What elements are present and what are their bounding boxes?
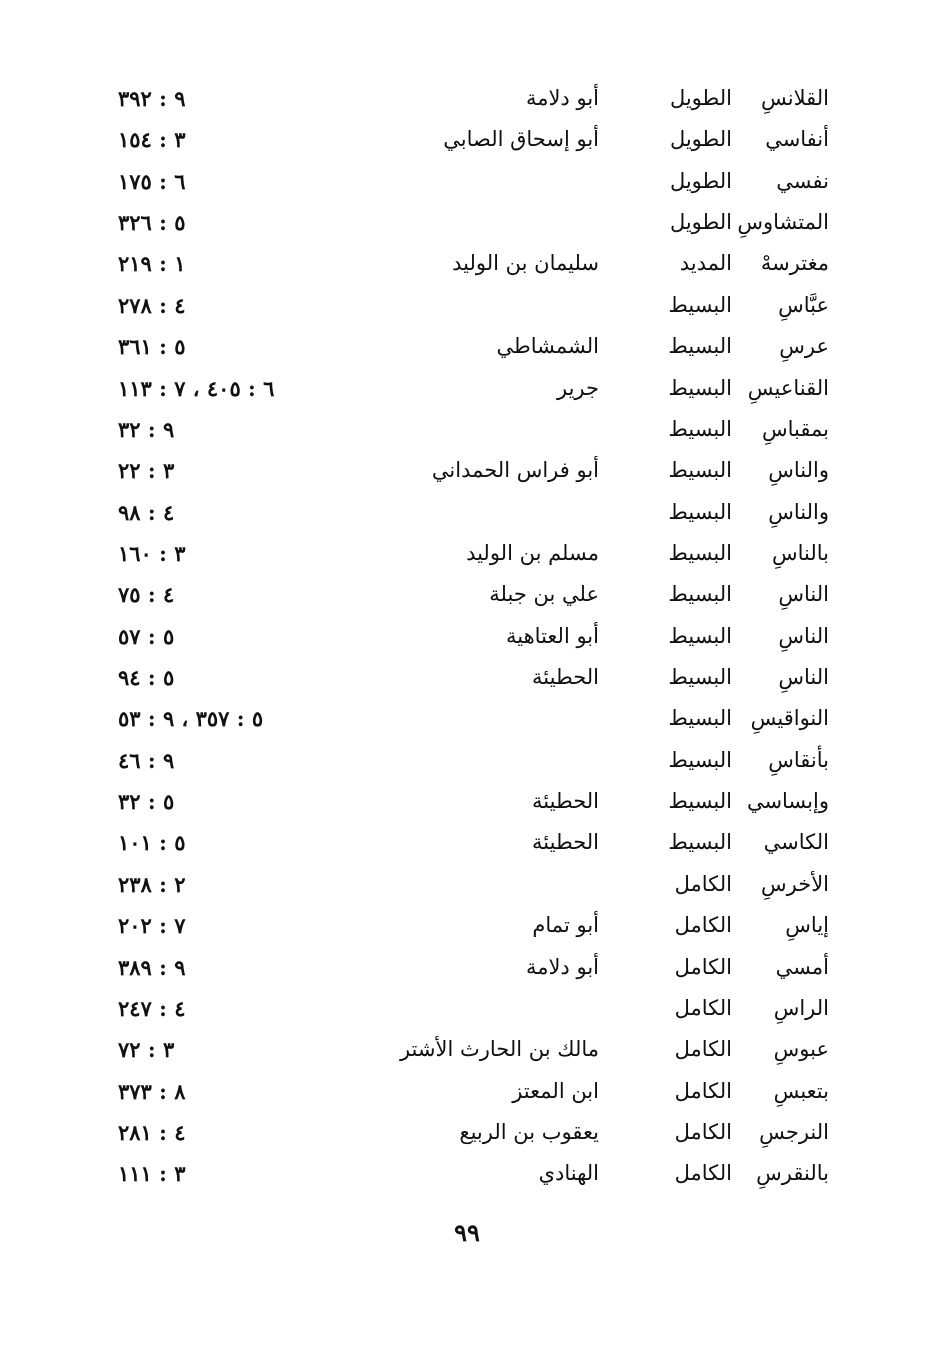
volume-page-reference: ٥ : ٣٢٦ xyxy=(118,210,186,236)
rhyme-word: النرجسِ xyxy=(759,1119,829,1144)
rhyme-word: بتعبسِ xyxy=(773,1078,829,1103)
index-row xyxy=(0,822,934,863)
meter-name: البسيط xyxy=(668,292,732,317)
volume-page-reference: ٤ : ٢٤٧ xyxy=(118,995,186,1021)
meter-name: الكامل xyxy=(674,954,732,979)
volume-page-reference: ٥ : ٥٧ xyxy=(118,623,175,649)
poet-name: ابن المعتز xyxy=(512,1078,599,1103)
index-row xyxy=(0,1029,934,1070)
rhyme-word: عبوسِ xyxy=(773,1037,829,1062)
rhyme-word: مغترسهْ xyxy=(760,251,829,276)
index-row xyxy=(0,161,934,202)
rhyme-word: الأخرسِ xyxy=(760,871,829,896)
poet-name: أبو فراس الحمداني xyxy=(431,458,599,483)
meter-name: الكامل xyxy=(674,1078,732,1103)
volume-page-reference: ٥ : ٣٦١ xyxy=(118,334,186,360)
rhyme-word: أنفاسي xyxy=(765,127,829,152)
meter-name: البسيط xyxy=(668,830,732,855)
meter-name: الكامل xyxy=(674,913,732,938)
meter-name: الكامل xyxy=(674,995,732,1020)
index-row xyxy=(0,202,934,243)
meter-name: الكامل xyxy=(674,1161,732,1186)
meter-name: البسيط xyxy=(668,623,732,648)
index-row xyxy=(0,905,934,946)
meter-name: الكامل xyxy=(674,1037,732,1062)
rhyme-word: الراسِ xyxy=(773,995,829,1020)
poet-name: الهنادي xyxy=(538,1161,599,1186)
rhyme-word: بمقباسِ xyxy=(762,416,829,441)
rhyme-index-table xyxy=(0,78,934,1195)
meter-name: الكامل xyxy=(674,1119,732,1144)
rhyme-word: القناعيسِ xyxy=(747,375,829,400)
poet-name: الحطيئة xyxy=(532,665,599,690)
rhyme-word: الناسِ xyxy=(778,582,829,607)
meter-name: البسيط xyxy=(668,540,732,565)
index-row xyxy=(0,368,934,409)
volume-page-reference: ٤ : ٧٥ xyxy=(118,582,175,608)
rhyme-word: بالناسِ xyxy=(771,540,829,565)
volume-page-reference: ٣ : ١١١ xyxy=(118,1161,186,1187)
poet-name: أبو تمام xyxy=(532,913,599,938)
volume-page-reference: ٩ : ٤٦ xyxy=(118,747,175,773)
index-row xyxy=(0,285,934,326)
meter-name: الطويل xyxy=(669,168,732,193)
rhyme-word: نفسي xyxy=(776,168,829,193)
volume-page-reference: ٤ : ٩٨ xyxy=(118,499,175,525)
meter-name: البسيط xyxy=(668,458,732,483)
poet-name: مالك بن الحارث الأشتر xyxy=(399,1037,599,1062)
index-row xyxy=(0,574,934,615)
volume-page-reference: ٥ : ٣٥٧ ، ٩ : ٥٣ xyxy=(118,706,264,732)
meter-name: الطويل xyxy=(669,210,732,235)
volume-page-reference: ٢ : ٢٣٨ xyxy=(118,871,186,897)
volume-page-reference: ٩ : ٣٢ xyxy=(118,416,175,442)
volume-page-reference: ٣ : ٢٢ xyxy=(118,458,175,484)
rhyme-word: أمسي xyxy=(775,954,829,979)
rhyme-word: القلانسِ xyxy=(760,86,829,110)
poet-name: أبو دلامة xyxy=(525,86,599,110)
volume-page-reference: ٤ : ٢٨١ xyxy=(118,1119,186,1145)
volume-page-reference: ٣ : ١٥٤ xyxy=(118,127,186,153)
volume-page-reference: ٣ : ٧٢ xyxy=(118,1037,175,1063)
rhyme-word: بأنقاسِ xyxy=(768,747,829,772)
poet-name: الحطيئة xyxy=(532,789,599,814)
poet-name: أبو إسحاق الصابي xyxy=(443,127,599,152)
rhyme-word: الناسِ xyxy=(778,623,829,648)
index-row xyxy=(0,781,934,822)
rhyme-word: إياسِ xyxy=(785,913,829,938)
page-number: ٩٩ xyxy=(454,1218,480,1247)
rhyme-word: عبَّاسِ xyxy=(778,292,829,317)
rhyme-word: والناسِ xyxy=(768,499,829,524)
index-row xyxy=(0,947,934,988)
index-row xyxy=(0,326,934,367)
meter-name: البسيط xyxy=(668,665,732,690)
volume-page-reference: ٦ : ٤٠٥ ، ٧ : ١١٣ xyxy=(118,375,275,401)
poet-name: أبو العتاهية xyxy=(506,623,599,648)
volume-page-reference: ٩ : ٣٩٢ xyxy=(118,86,186,111)
meter-name: البسيط xyxy=(668,416,732,441)
volume-page-reference: ٣ : ١٦٠ xyxy=(118,540,186,566)
volume-page-reference: ٤ : ٢٧٨ xyxy=(118,292,186,318)
meter-name: المديد xyxy=(679,251,732,276)
rhyme-word: بالنقرسِ xyxy=(756,1161,829,1186)
volume-page-reference: ٥ : ٣٢ xyxy=(118,789,175,815)
meter-name: البسيط xyxy=(668,334,732,359)
index-row xyxy=(0,243,934,284)
meter-name: الطويل xyxy=(669,127,732,152)
meter-name: البسيط xyxy=(668,789,732,814)
index-row xyxy=(0,1071,934,1112)
index-row xyxy=(0,119,934,160)
rhyme-word: الناسِ xyxy=(778,665,829,690)
index-row xyxy=(0,492,934,533)
meter-name: البسيط xyxy=(668,747,732,772)
meter-name: البسيط xyxy=(668,582,732,607)
index-row xyxy=(0,740,934,781)
rhyme-word: وإبساسي xyxy=(746,789,829,814)
volume-page-reference: ٨ : ٣٧٣ xyxy=(118,1078,186,1104)
volume-page-reference: ٦ : ١٧٥ xyxy=(118,168,186,194)
poet-name: جرير xyxy=(557,375,599,400)
index-row xyxy=(0,988,934,1029)
index-row xyxy=(0,698,934,739)
meter-name: البسيط xyxy=(668,499,732,524)
rhyme-word: عرسِ xyxy=(779,334,829,359)
poet-name: مسلم بن الوليد xyxy=(466,540,599,565)
index-row xyxy=(0,864,934,905)
index-row xyxy=(0,1112,934,1153)
poet-name: الشمشاطي xyxy=(496,334,599,359)
index-row xyxy=(0,1153,934,1194)
meter-name: الكامل xyxy=(674,871,732,896)
rhyme-word: المتشاوسِ xyxy=(737,210,829,235)
poet-name: سليمان بن الوليد xyxy=(452,251,599,276)
poet-name: أبو دلامة xyxy=(525,954,599,979)
index-row xyxy=(0,657,934,698)
rhyme-word: الكاسي xyxy=(763,830,829,855)
rhyme-word: والناسِ xyxy=(768,458,829,483)
index-row xyxy=(0,533,934,574)
poet-name: الحطيئة xyxy=(532,830,599,855)
meter-name: البسيط xyxy=(668,375,732,400)
index-row xyxy=(0,78,934,119)
index-row xyxy=(0,450,934,491)
volume-page-reference: ٥ : ١٠١ xyxy=(118,830,186,856)
poet-name: علي بن جبلة xyxy=(489,582,599,607)
meter-name: البسيط xyxy=(668,706,732,731)
volume-page-reference: ٧ : ٢٠٢ xyxy=(118,913,186,939)
volume-page-reference: ٩ : ٣٨٩ xyxy=(118,954,186,980)
index-row xyxy=(0,409,934,450)
rhyme-word: النواقيسِ xyxy=(750,706,829,731)
index-row xyxy=(0,616,934,657)
meter-name: الطويل xyxy=(669,86,732,110)
poet-name: يعقوب بن الربيع xyxy=(459,1119,599,1144)
volume-page-reference: ١ : ٢١٩ xyxy=(118,251,186,277)
volume-page-reference: ٥ : ٩٤ xyxy=(118,665,175,691)
